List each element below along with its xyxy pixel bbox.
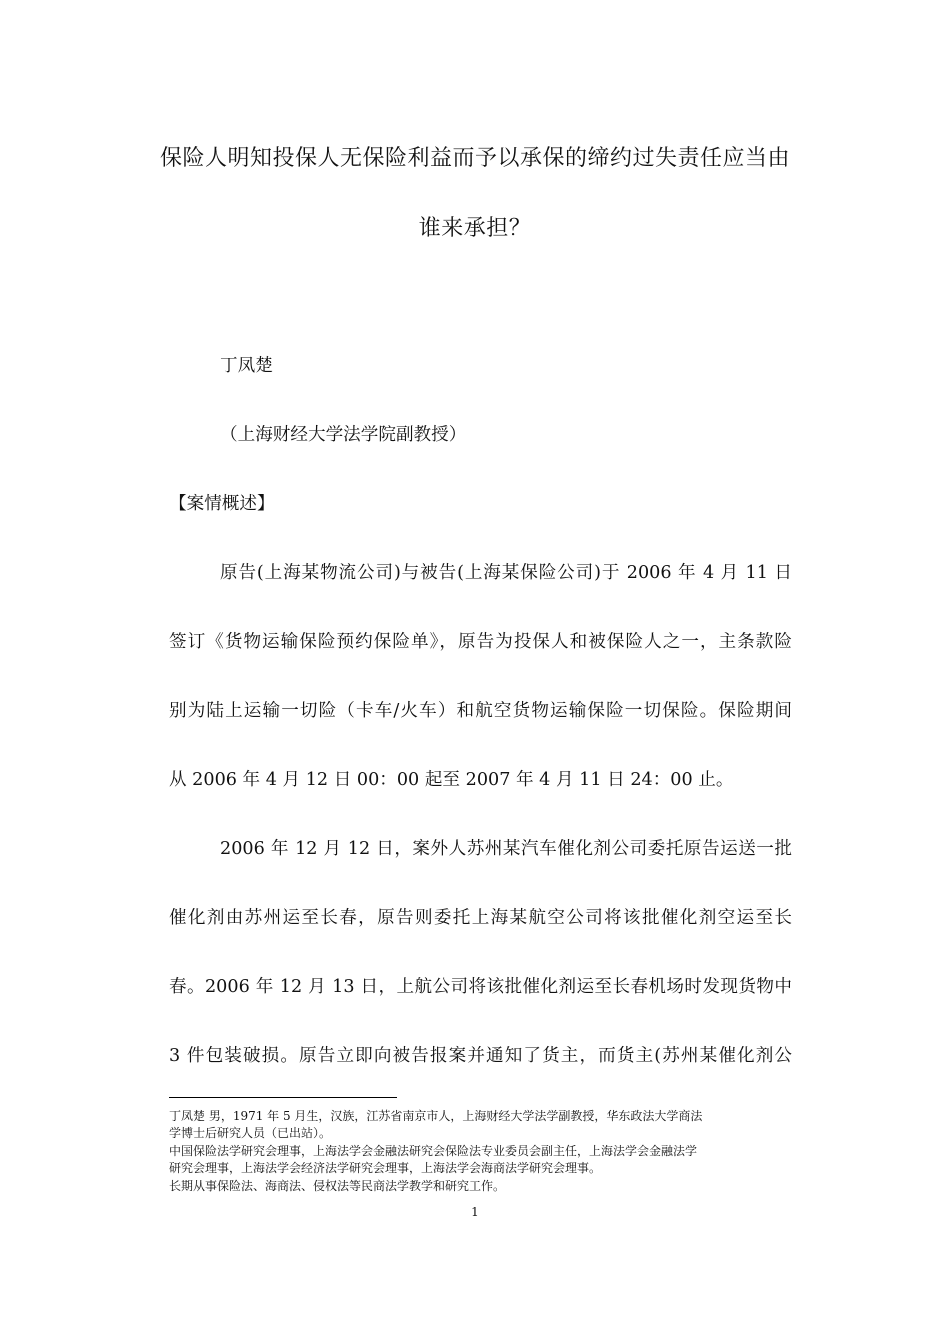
page-number: 1 xyxy=(471,1205,479,1219)
footnote-line: 研究会理事，上海法学会经济法学研究会理事，上海法学会海商法学研究会理事。 xyxy=(169,1161,602,1175)
document-title-line-2: 谁来承担？ xyxy=(418,216,532,241)
paragraph-line: 别为陆上运输一切险（卡车/火车）和航空货物运输保险一切保险。保险期间 xyxy=(169,701,792,721)
footnote-line: 中国保险法学研究会理事，上海法学会金融法研究会保险法专业委员会副主任，上海法学会金融法学 xyxy=(169,1144,698,1158)
footnote-separator xyxy=(169,1097,397,1098)
paragraph-line: 从 2006 年 4 月 12 日 00：00 起至 2007 年 4 月 11 日 24：00 止。 xyxy=(169,770,734,790)
paragraph-line: 春。2006 年 12 月 13 日，上航公司将该批催化剂运至长春机场时发现货物中 xyxy=(169,977,792,997)
footnote-line: 学博士后研究人员（已出站）。 xyxy=(169,1126,332,1140)
section-heading: 【案情概述】 xyxy=(169,494,275,514)
footnote-text: 丁凤楚 男，1971 年 5 月生，汉族，江苏省南京市人，上海财经大学法学副教授，华东政法大学商法 xyxy=(169,1109,703,1123)
author-name: 丁凤楚 xyxy=(220,356,273,376)
paragraph-line: 原告(上海某物流公司)与被告(上海某保险公司)于 2006 年 4 月 11 日 xyxy=(220,563,792,583)
footnote-line: 长期从事保险法、海商法、侵权法等民商法学教学和研究工作。 xyxy=(169,1179,506,1193)
paragraph-line: 催化剂由苏州运至长春，原告则委托上海某航空公司将该批催化剂空运至长 xyxy=(169,908,792,928)
footnote-line xyxy=(169,1108,789,1124)
author-affiliation: （上海财经大学法学院副教授） xyxy=(220,425,467,445)
paragraph-line: 签订《货物运输保险预约保险单》，原告为投保人和被保险人之一，主条款险 xyxy=(169,632,792,652)
paragraph-line: 3 件包装破损。原告立即向被告报案并通知了货主，而货主(苏州某催化剂公 xyxy=(169,1046,792,1066)
document-title-line-1: 保险人明知投保人无保险利益而予以承保的缔约过失责任应当由 xyxy=(159,146,790,171)
paragraph-line: 2006 年 12 月 12 日，案外人苏州某汽车催化剂公司委托原告运送一批 xyxy=(220,839,792,859)
author-line xyxy=(220,354,273,378)
